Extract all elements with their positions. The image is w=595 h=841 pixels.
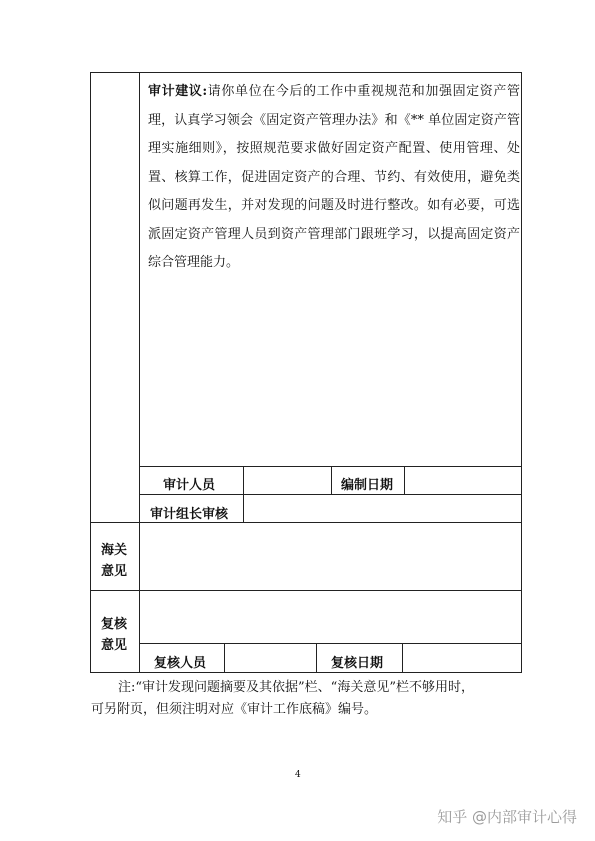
- customs-opinion-label-line1: 海关: [101, 543, 128, 558]
- review-opinion-label-line1: 复核: [101, 617, 128, 632]
- table-left-border: [90, 72, 91, 673]
- footnote-line1: 注:“审计发现问题摘要及其依据”栏、“海关意见”栏不够用时，: [118, 680, 474, 695]
- review-opinion-value[interactable]: [141, 592, 520, 642]
- audit-suggestion: [148, 78, 520, 278]
- customs-opinion-value[interactable]: [141, 524, 520, 589]
- prepdate-label-divider: [404, 466, 405, 494]
- prep-date-value[interactable]: [406, 468, 520, 493]
- prep-date-label: 编制日期: [341, 478, 394, 493]
- customs-opinion-label-line2: 意见: [101, 564, 128, 579]
- auditor-label: 审计人员: [163, 478, 216, 493]
- review-row-top: [90, 590, 522, 591]
- reviewer-label: 复核人员: [154, 656, 207, 671]
- reviewdate-label-divider: [402, 643, 403, 673]
- audit-suggestion-text: 请你单位在今后的工作中重视规范和加强固定资产管理，认真学习领会《固定资产管理办法》和《** 单位固定资产管理实施细则》，按照规范要求做好固定资产配置、使用管理、处置、核算工作，促进固定资产的合理、节约、有效使用，避免类似问题再发生，并对发现的问题及时进行整改。如有必要，可选派固定资产管理人员到资产管理部门跟班学习，以提高固定资产综合管理能力。: [148, 84, 520, 270]
- review-opinion-label-line2: 意见: [101, 638, 128, 653]
- customs-row-top: [90, 522, 522, 523]
- review-date-value[interactable]: [404, 645, 520, 671]
- review-signoff-top: [139, 643, 522, 644]
- reviewer-value[interactable]: [226, 645, 315, 671]
- auditor-label-divider: [243, 466, 244, 522]
- team-leader-review-label: 审计组长审核: [150, 507, 229, 522]
- review-date-label: 复核日期: [331, 656, 384, 671]
- auditor-value[interactable]: [245, 468, 330, 493]
- table-inner-divider: [139, 72, 140, 673]
- audit-suggestion-label: 审计建议:: [148, 84, 208, 99]
- footnote-line2: 可另附页，但须注明对应《审计工作底稿》编号。: [91, 702, 378, 717]
- reviewer-label-divider: [224, 643, 225, 673]
- watermark: 知乎 @内部审计心得: [437, 808, 577, 826]
- page-number: 4: [295, 770, 301, 780]
- reviewer-value-divider: [316, 643, 317, 673]
- table-right-border: [521, 72, 522, 673]
- table-top-border: [90, 72, 522, 73]
- auditor-value-divider: [331, 466, 332, 494]
- row-leader-top: [139, 494, 522, 495]
- team-leader-review-value[interactable]: [245, 496, 520, 521]
- table-bottom-border: [90, 672, 522, 673]
